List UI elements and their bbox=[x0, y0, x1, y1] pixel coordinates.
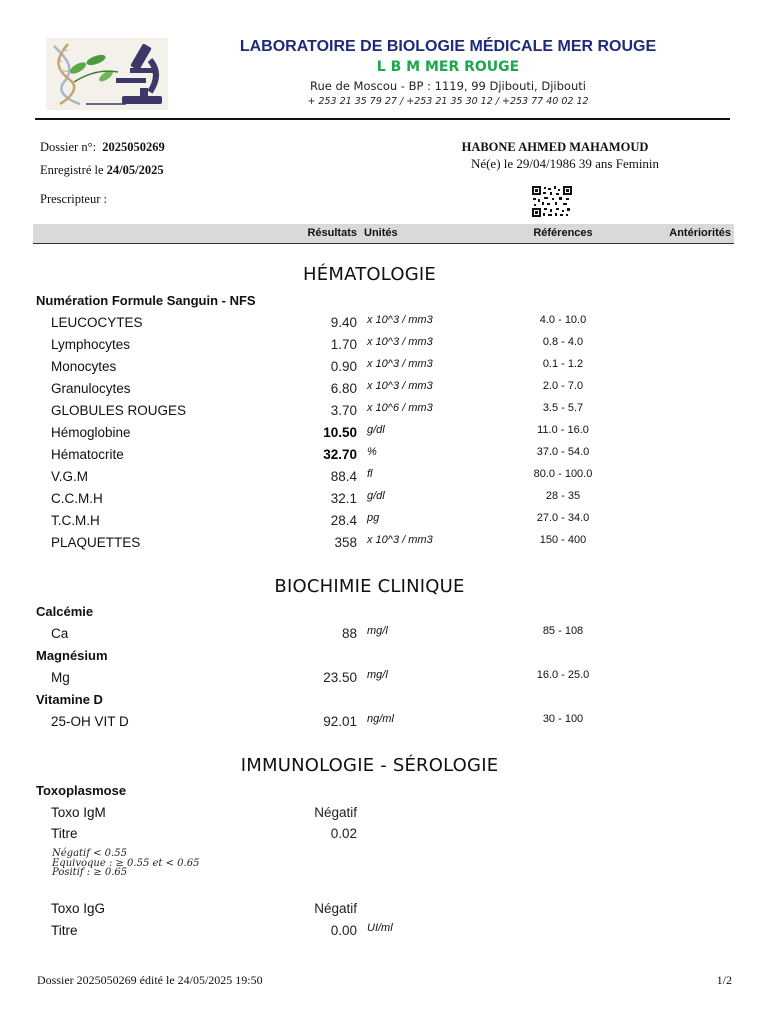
result-row bbox=[0, 359, 768, 381]
result-row bbox=[0, 425, 768, 447]
test-reference: 85 - 108 bbox=[542, 625, 584, 637]
result-row bbox=[0, 626, 768, 648]
test-reference: 3.5 - 5.7 bbox=[542, 402, 584, 414]
result-row bbox=[0, 337, 768, 359]
test-name: Monocytes bbox=[51, 359, 117, 374]
test-name: V.G.M bbox=[51, 469, 89, 484]
note-line: Négatif < 0.55 bbox=[52, 848, 127, 859]
column-references: Références bbox=[533, 227, 593, 239]
test-reference: 30 - 100 bbox=[542, 713, 584, 725]
test-name: 25-OH VIT D bbox=[51, 714, 129, 729]
test-unit: g/dl bbox=[367, 490, 385, 502]
section-title-immunologie: IMMUNOLOGIE - SÉROLOGIE bbox=[240, 755, 499, 776]
test-unit: x 10^3 / mm3 bbox=[367, 314, 433, 326]
test-name: PLAQUETTES bbox=[51, 535, 141, 550]
test-name: Granulocytes bbox=[51, 381, 131, 396]
result-row bbox=[0, 826, 768, 848]
registered-date bbox=[40, 163, 164, 178]
test-value: 28.4 bbox=[330, 513, 357, 528]
test-name: Toxo IgG bbox=[51, 901, 106, 916]
test-value-abnormal: 10.50 bbox=[323, 425, 357, 440]
test-name: GLOBULES ROUGES bbox=[51, 403, 187, 418]
result-row bbox=[0, 670, 768, 692]
test-value: 1.70 bbox=[330, 337, 357, 352]
group-title-calcemie: Calcémie bbox=[36, 604, 94, 619]
test-name: Lymphocytes bbox=[51, 337, 131, 352]
test-value: 0.90 bbox=[330, 359, 357, 374]
test-name: T.C.M.H bbox=[51, 513, 100, 528]
dossier-number bbox=[40, 140, 165, 155]
test-unit: x 10^6 / mm3 bbox=[367, 402, 433, 414]
test-name: Mg bbox=[51, 670, 70, 685]
test-unit: x 10^3 / mm3 bbox=[367, 358, 433, 370]
test-reference: 28 - 35 bbox=[545, 490, 581, 502]
test-unit: x 10^3 / mm3 bbox=[367, 534, 433, 546]
result-row bbox=[0, 403, 768, 425]
test-unit: % bbox=[367, 446, 377, 458]
header-divider bbox=[35, 118, 730, 120]
test-name: Ca bbox=[51, 626, 69, 641]
lab-phones: + 253 21 35 79 27 / +253 21 35 30 12 / +253 77 40 02 12 bbox=[307, 96, 589, 107]
result-row bbox=[0, 923, 768, 945]
test-name: Titre bbox=[51, 923, 78, 938]
test-value: 0.02 bbox=[330, 826, 357, 841]
group-title-vitamine-d: Vitamine D bbox=[36, 692, 103, 707]
note-line: Positif : ≥ 0.65 bbox=[52, 867, 128, 878]
test-reference: 11.0 - 16.0 bbox=[537, 424, 589, 436]
qr-code-icon bbox=[532, 186, 572, 217]
test-reference: 80.0 - 100.0 bbox=[533, 468, 593, 480]
page-number: 1/2 bbox=[716, 973, 732, 987]
dossier-label: Dossier n°: bbox=[40, 140, 97, 154]
test-unit: ng/ml bbox=[367, 713, 394, 725]
test-value: Négatif bbox=[314, 805, 357, 820]
test-reference: 16.0 - 25.0 bbox=[536, 669, 590, 681]
test-reference: 0.1 - 1.2 bbox=[542, 358, 584, 370]
test-value: 92.01 bbox=[323, 714, 357, 729]
test-reference: 150 - 400 bbox=[539, 534, 587, 546]
result-row bbox=[0, 447, 768, 469]
test-name: LEUCOCYTES bbox=[51, 315, 143, 330]
result-row bbox=[0, 315, 768, 337]
group-title-nfs: Numération Formule Sanguin - NFS bbox=[36, 293, 256, 308]
registered-label: Enregistré le bbox=[40, 163, 104, 177]
microscope-dna-logo-icon bbox=[46, 38, 168, 110]
test-reference: 37.0 - 54.0 bbox=[536, 446, 590, 458]
test-reference: 2.0 - 7.0 bbox=[542, 380, 584, 392]
result-row bbox=[0, 469, 768, 491]
group-title-magnesium: Magnésium bbox=[36, 648, 108, 663]
test-value: Négatif bbox=[314, 901, 357, 916]
test-value: 0.00 bbox=[330, 923, 357, 938]
result-row bbox=[0, 491, 768, 513]
test-name: Titre bbox=[51, 826, 78, 841]
section-title-biochimie: BIOCHIMIE CLINIQUE bbox=[274, 576, 465, 597]
note-line: Equivoque : ≥ 0.55 et < 0.65 bbox=[52, 857, 200, 869]
result-row bbox=[0, 901, 768, 923]
test-reference: 4.0 - 10.0 bbox=[539, 314, 587, 326]
result-row bbox=[0, 535, 768, 557]
test-value: 88 bbox=[341, 626, 357, 641]
result-row bbox=[0, 513, 768, 535]
prescriber-label: Prescripteur : bbox=[40, 192, 107, 206]
column-results: Résultats bbox=[307, 227, 357, 239]
test-value: 32.1 bbox=[330, 491, 357, 506]
test-value: 6.80 bbox=[330, 381, 357, 396]
lab-address: Rue de Moscou - BP : 1119, 99 Djibouti, Djibouti bbox=[310, 79, 586, 93]
patient-name: HABONE AHMED MAHAMOUD bbox=[461, 140, 649, 154]
lab-name: LABORATOIRE DE BIOLOGIE MÉDICALE MER ROUGE bbox=[239, 38, 657, 55]
test-reference: 0.8 - 4.0 bbox=[542, 336, 584, 348]
lab-short-name: L B M MER ROUGE bbox=[376, 59, 520, 75]
test-name: C.C.M.H bbox=[51, 491, 103, 506]
patient-birth-info: Né(e) le 29/04/1986 39 ans Feminin bbox=[470, 156, 660, 171]
registered-value: 24/05/2025 bbox=[106, 163, 164, 177]
test-name: Hématocrite bbox=[51, 447, 124, 462]
column-history: Antériorités bbox=[669, 227, 731, 239]
group-title-toxoplasmose: Toxoplasmose bbox=[36, 783, 127, 798]
section-title-hematologie: HÉMATOLOGIE bbox=[303, 264, 436, 285]
interpretation-note bbox=[52, 849, 199, 878]
test-value: 23.50 bbox=[323, 670, 357, 685]
test-value: 88.4 bbox=[330, 469, 357, 484]
column-units: Unités bbox=[364, 227, 398, 239]
footer-edit-info: Dossier 2025050269 édité le 24/05/2025 19:50 bbox=[37, 973, 263, 987]
test-value-abnormal: 32.70 bbox=[323, 447, 357, 462]
result-row bbox=[0, 805, 768, 827]
test-value: 9.40 bbox=[330, 315, 357, 330]
test-unit: x 10^3 / mm3 bbox=[367, 380, 433, 392]
test-value: 3.70 bbox=[330, 403, 357, 418]
lab-logo bbox=[46, 38, 168, 110]
test-name: Toxo IgM bbox=[51, 805, 106, 820]
result-row bbox=[0, 714, 768, 736]
test-unit: pg bbox=[367, 512, 380, 524]
test-unit: fl bbox=[367, 468, 373, 480]
test-value: 358 bbox=[334, 535, 357, 550]
test-unit: x 10^3 / mm3 bbox=[367, 336, 433, 348]
test-unit: mg/l bbox=[367, 625, 388, 637]
dossier-value: 2025050269 bbox=[102, 140, 165, 154]
test-unit: g/dl bbox=[367, 424, 385, 436]
test-unit: UI/ml bbox=[367, 922, 393, 934]
result-row bbox=[0, 381, 768, 403]
test-name: Hémoglobine bbox=[51, 425, 131, 440]
test-unit: mg/l bbox=[367, 669, 388, 681]
test-reference: 27.0 - 34.0 bbox=[536, 512, 590, 524]
